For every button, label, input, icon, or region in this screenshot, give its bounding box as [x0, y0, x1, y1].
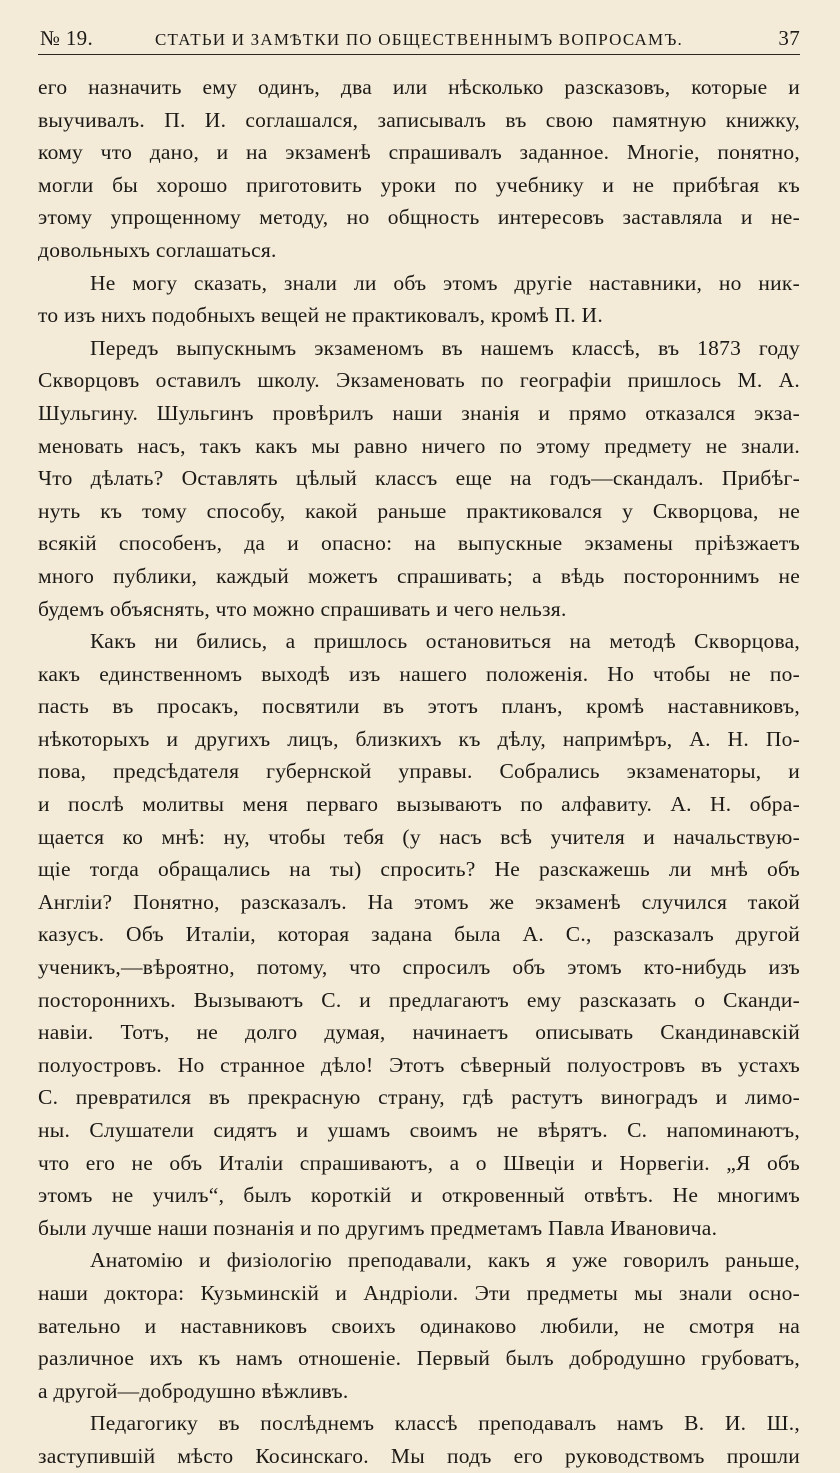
- text-line: были лучше наши познанiя и по другимъ предметамъ Павла Ивановича.: [38, 1215, 718, 1240]
- text-line: много публики, каждый можетъ спрашивать; а вѣдь постороннимъ не: [38, 563, 800, 588]
- text-line: Шульгину. Шульгинъ провѣрилъ наши знанiя и прямо отказался экза-: [38, 400, 800, 425]
- text-line: заступившiй мѣсто Косинскаго. Мы подъ его руководствомъ прошли: [38, 1443, 800, 1468]
- text-line: его назначить ему одинъ, два или нѣсколько разсказовъ, которые и: [38, 75, 800, 99]
- text-line: пова, предсѣдателя губернской управы. Собрались экзаменаторы, и: [38, 759, 800, 784]
- text-line: Анатомiю и физiологiю преподавали, какъ я уже говорилъ раньше,: [90, 1248, 800, 1273]
- text-line: нуть къ тому способу, какой раньше практиковался у Скворцова, не: [38, 498, 800, 523]
- text-line: Педагогику въ послѣднемъ классѣ преподавалъ намъ В. И. Ш.,: [90, 1411, 800, 1436]
- text-line: кому что дано, и на экзаменѣ спрашивалъ заданное. Многiе, понятно,: [38, 140, 800, 165]
- article-text: [38, 71, 800, 1473]
- page-number: 37: [778, 26, 800, 50]
- text-line: Какъ ни бились, а пришлось остановиться на методѣ Скворцова,: [90, 629, 800, 654]
- issue-number: № 19.: [40, 26, 94, 50]
- text-line: а другой—добродушно вѣжливъ.: [38, 1378, 349, 1403]
- text-line: казусъ. Объ Италiи, которая задана была А. С., разсказалъ другой: [38, 922, 800, 947]
- text-line: этому упрощенному методу, но общность интересовъ заставляла и не-: [38, 205, 800, 230]
- text-line: наши доктора: Кузьминскiй и Андрiоли. Эти предметы мы знали осно-: [38, 1280, 800, 1305]
- text-line: щiе тогда обращались на ты) спросить? Не разскажешь ли мнѣ объ: [38, 857, 800, 882]
- text-line: пасть въ просакъ, посвятили въ этотъ планъ, кромѣ наставниковъ,: [38, 694, 800, 719]
- text-line: будемъ объяснять, что можно спрашивать и чего нельзя.: [38, 596, 567, 621]
- text-line: ученикъ,—вѣроятно, потому, что спросилъ объ этомъ кто-нибудь изъ: [38, 955, 800, 980]
- text-line: Передъ выпускнымъ экзаменомъ въ нашемъ классѣ, въ 1873 году: [90, 335, 800, 360]
- text-line: и послѣ молитвы меня перваго вызываютъ по алфавиту. А. Н. обра-: [38, 792, 800, 817]
- text-line: всякiй способенъ, да и опасно: на выпускные экзамены прiѣзжаетъ: [38, 531, 800, 556]
- running-header: [38, 24, 800, 55]
- text-line: какъ единственномъ выходѣ изъ нашего положенiя. Но чтобы не по-: [38, 661, 800, 686]
- text-line: полуостровъ. Но странное дѣло! Этотъ сѣверный полуостровъ въ устахъ: [38, 1052, 800, 1077]
- text-line: вательно и наставниковъ своихъ одинаково любили, не смотря на: [38, 1313, 800, 1338]
- text-line: Что дѣлать? Оставлять цѣлый классъ еще на годъ—скандалъ. Прибѣг-: [38, 466, 800, 491]
- text-line: этомъ не училъ“, былъ короткiй и откровенный отвѣтъ. Не многимъ: [38, 1183, 800, 1208]
- text-line: нѣкоторыхъ и другихъ лицъ, близкихъ къ дѣлу, напримѣръ, А. Н. По-: [38, 726, 800, 751]
- text-line: постороннихъ. Вызываютъ С. и предлагаютъ ему разсказать о Сканди-: [38, 987, 800, 1012]
- text-line: различное ихъ къ намъ отношенiе. Первый былъ добродушно грубоватъ,: [38, 1346, 800, 1371]
- text-line: Англiи? Понятно, разсказалъ. На этомъ же экзаменѣ случился такой: [38, 889, 800, 914]
- text-line: ны. Слушатели сидятъ и ушамъ своимъ не вѣрятъ. С. напоминаютъ,: [38, 1118, 800, 1142]
- text-line: могли бы хорошо приготовить уроки по учебнику и не прибѣгая къ: [38, 172, 800, 197]
- text-line: что его не объ Италiи спрашиваютъ, а о Швецiи и Норвегiи. „Я объ: [38, 1150, 800, 1175]
- text-line: С. превратился въ прекрасную страну, гдѣ растутъ виноградъ и лимо-: [38, 1085, 800, 1110]
- text-line: Не могу сказать, знали ли объ этомъ другiе наставники, но ник-: [90, 270, 800, 295]
- text-line: щается ко мнѣ: ну, чтобы тебя (у насъ всѣ учителя и начальствую-: [38, 824, 800, 849]
- text-line: довольныхъ соглашаться.: [38, 237, 277, 262]
- text-line: выучивалъ. П. И. соглашался, записывалъ въ свою памятную книжку,: [38, 107, 800, 132]
- text-line: Скворцовъ оставилъ школу. Экзаменовать по географiи пришлось М. А.: [38, 368, 800, 393]
- text-line: то изъ нихъ подобныхъ вещей не практиковалъ, кромѣ П. И.: [38, 303, 603, 328]
- text-line: меновать насъ, такъ какъ мы равно ничего по этому предмету не знали.: [38, 433, 800, 458]
- section-title: СТАТЬИ И ЗАМѢТКИ ПО ОБЩЕСТВЕННЫМЪ ВОПРОСАМЪ.: [155, 30, 683, 49]
- text-line: навiи. Тотъ, не долго думая, начинаетъ описывать Скандинавскiй: [38, 1020, 800, 1045]
